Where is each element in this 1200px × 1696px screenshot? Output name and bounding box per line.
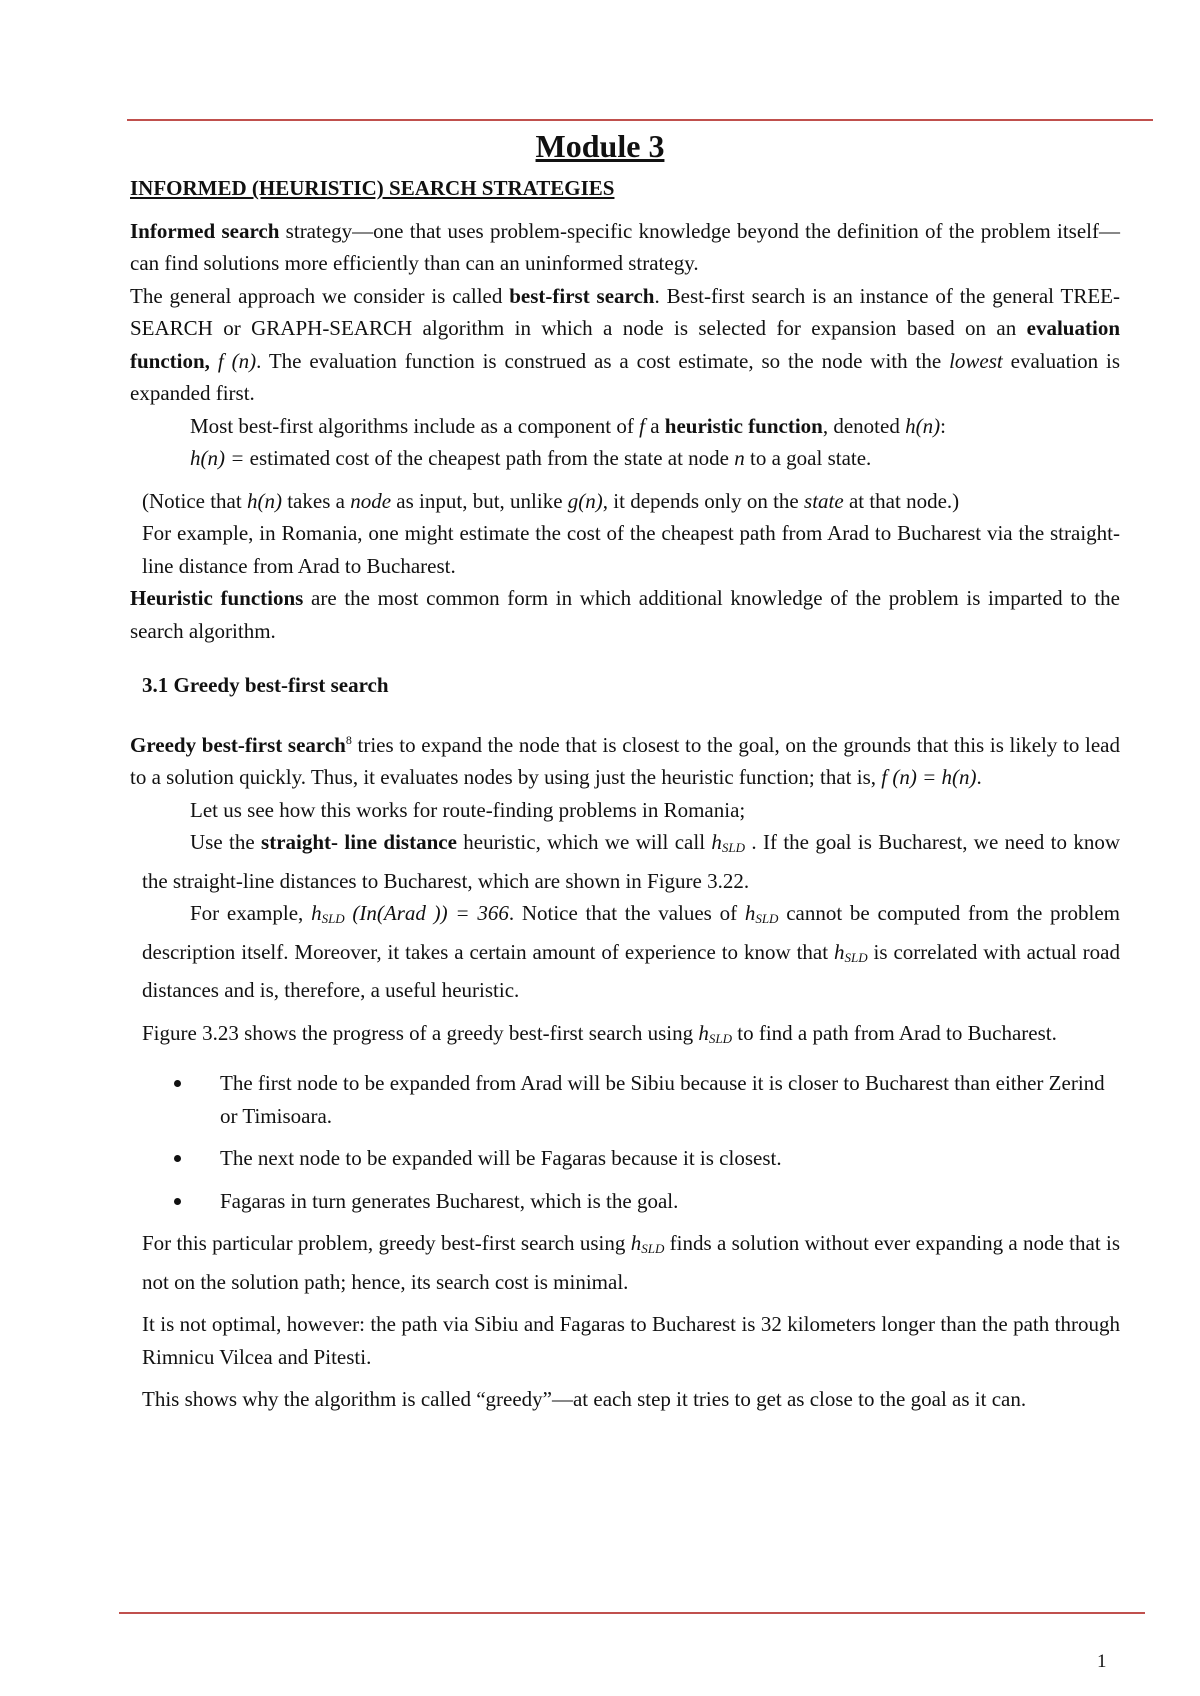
- bullet-icon: [174, 1198, 181, 1205]
- paragraph-greedy-definition: Greedy best-first search$^8$ tries to expand the node that is closest to the goal, on the grounds that this is likely to lead to a solution quickly. Thus, it evaluates nodes by using just the heuristic function; that is, f (n) = h(n).: [130, 732, 1120, 789]
- paragraph-informed-search: Informed search strategy—one that uses problem-specific knowledge beyond the definition of the problem itself—can find solutions more efficiently than can an uninformed strategy.: [130, 218, 1120, 275]
- paragraph-hsld-example: For example, $h_{SLD}$ (In(Arad )) = 366. Notice that the values of $h_{SLD}$ cannot be computed from the problem description itself. Moreover, it takes a certain amount of experience to know that $h_{SLD}$ is correlated with actual road distances and is, therefore, a useful heuristic.: [142, 901, 1121, 1002]
- paragraph-heuristic-functions: Heuristic functions are the most common form in which additional knowledge of the problem is imparted to the search algorithm.: [130, 586, 1121, 643]
- list-item: Fagaras in turn generates Bucharest, which is the goal.: [170, 1185, 1120, 1218]
- list-item: The first node to be expanded from Arad will be Sibiu because it is closer to Bucharest than either Zerind or Timisoara.: [170, 1067, 1120, 1132]
- paragraph-heuristic-function: Most best-first algorithms include as a component of f a heuristic function, denoted h(n):: [190, 413, 946, 438]
- paragraph-route-finding: Let us see how this works for route-finding problems in Romania;: [190, 797, 746, 822]
- page-number: 1: [1097, 1651, 1107, 1672]
- section-heading-informed-search: INFORMED (HEURISTIC) SEARCH STRATEGIES: [130, 176, 615, 200]
- bottom-rule: [119, 1612, 1145, 1614]
- paragraph-particular-problem: For this particular problem, greedy best-first search using $h_{SLD}$ finds a solution without ever expanding a node that is not on the solution path; hence, its search cost is minimal.: [142, 1231, 1120, 1294]
- formula-h-of-n: h(n) = estimated cost of the cheapest path from the state at node n to a goal state.: [190, 446, 872, 470]
- bullet-list: [130, 1067, 1120, 1217]
- section-heading-greedy: 3.1 Greedy best-first search: [142, 673, 389, 697]
- h-sld-symbol: $h_{SLD}$: [834, 939, 868, 965]
- paragraph-figure-reference: Figure 3.23 shows the progress of a greedy best-first search using $h_{SLD}$ to find a path from Arad to Bucharest.: [142, 1020, 1057, 1046]
- h-sld-symbol: $h_{SLD}$: [311, 901, 345, 926]
- bullet-icon: [174, 1080, 181, 1087]
- paragraph-romania-example: For example, in Romania, one might estimate the cost of the cheapest path from Arad to Bucharest via the straight-line distance from Arad to Bucharest.: [142, 521, 1120, 578]
- page-title: Module 3: [535, 128, 665, 164]
- paragraph-notice: (Notice that h(n) takes a node as input, but, unlike g(n), it depends only on the state at that node.): [142, 488, 960, 513]
- paragraph-straight-line: Use the straight- line distance heuristic, which we will call $h_{SLD}$ . If the goal is Bucharest, we need to know the straight-line distances to Bucharest, which are shown in Figure 3.22.: [142, 830, 1120, 893]
- bullet-icon: [174, 1155, 181, 1162]
- paragraph-not-optimal: It is not optimal, however: the path via Sibiu and Fagaras to Bucharest is 32 kilometers longer than the path through Rimnicu Vilcea and Pitesti.: [142, 1312, 1120, 1369]
- list-item: The next node to be expanded will be Fagaras because it is closest.: [170, 1142, 1120, 1175]
- h-sld-symbol: $h_{SLD}$: [698, 1020, 733, 1046]
- h-sld-symbol: $h_{SLD}$: [711, 830, 746, 855]
- top-rule: [127, 119, 1153, 121]
- paragraph-best-first: The general approach we consider is called best-first search. Best-first search is an instance of the general TREE-SEARCH or GRAPH-SEARCH algorithm in which a node is selected for expansion based on an evaluation function, f (n). The evaluation function is construed as a cost estimate, so the node with the lowest evaluation is expanded first.: [130, 283, 1121, 405]
- document-body: [130, 172, 1120, 1416]
- h-sld-symbol: $h_{SLD}$: [744, 901, 779, 926]
- paragraph-greedy-explanation: This shows why the algorithm is called “greedy”—at each step it tries to get as close to the goal as it can.: [142, 1387, 1027, 1411]
- h-sld-symbol: $h_{SLD}$: [630, 1231, 665, 1256]
